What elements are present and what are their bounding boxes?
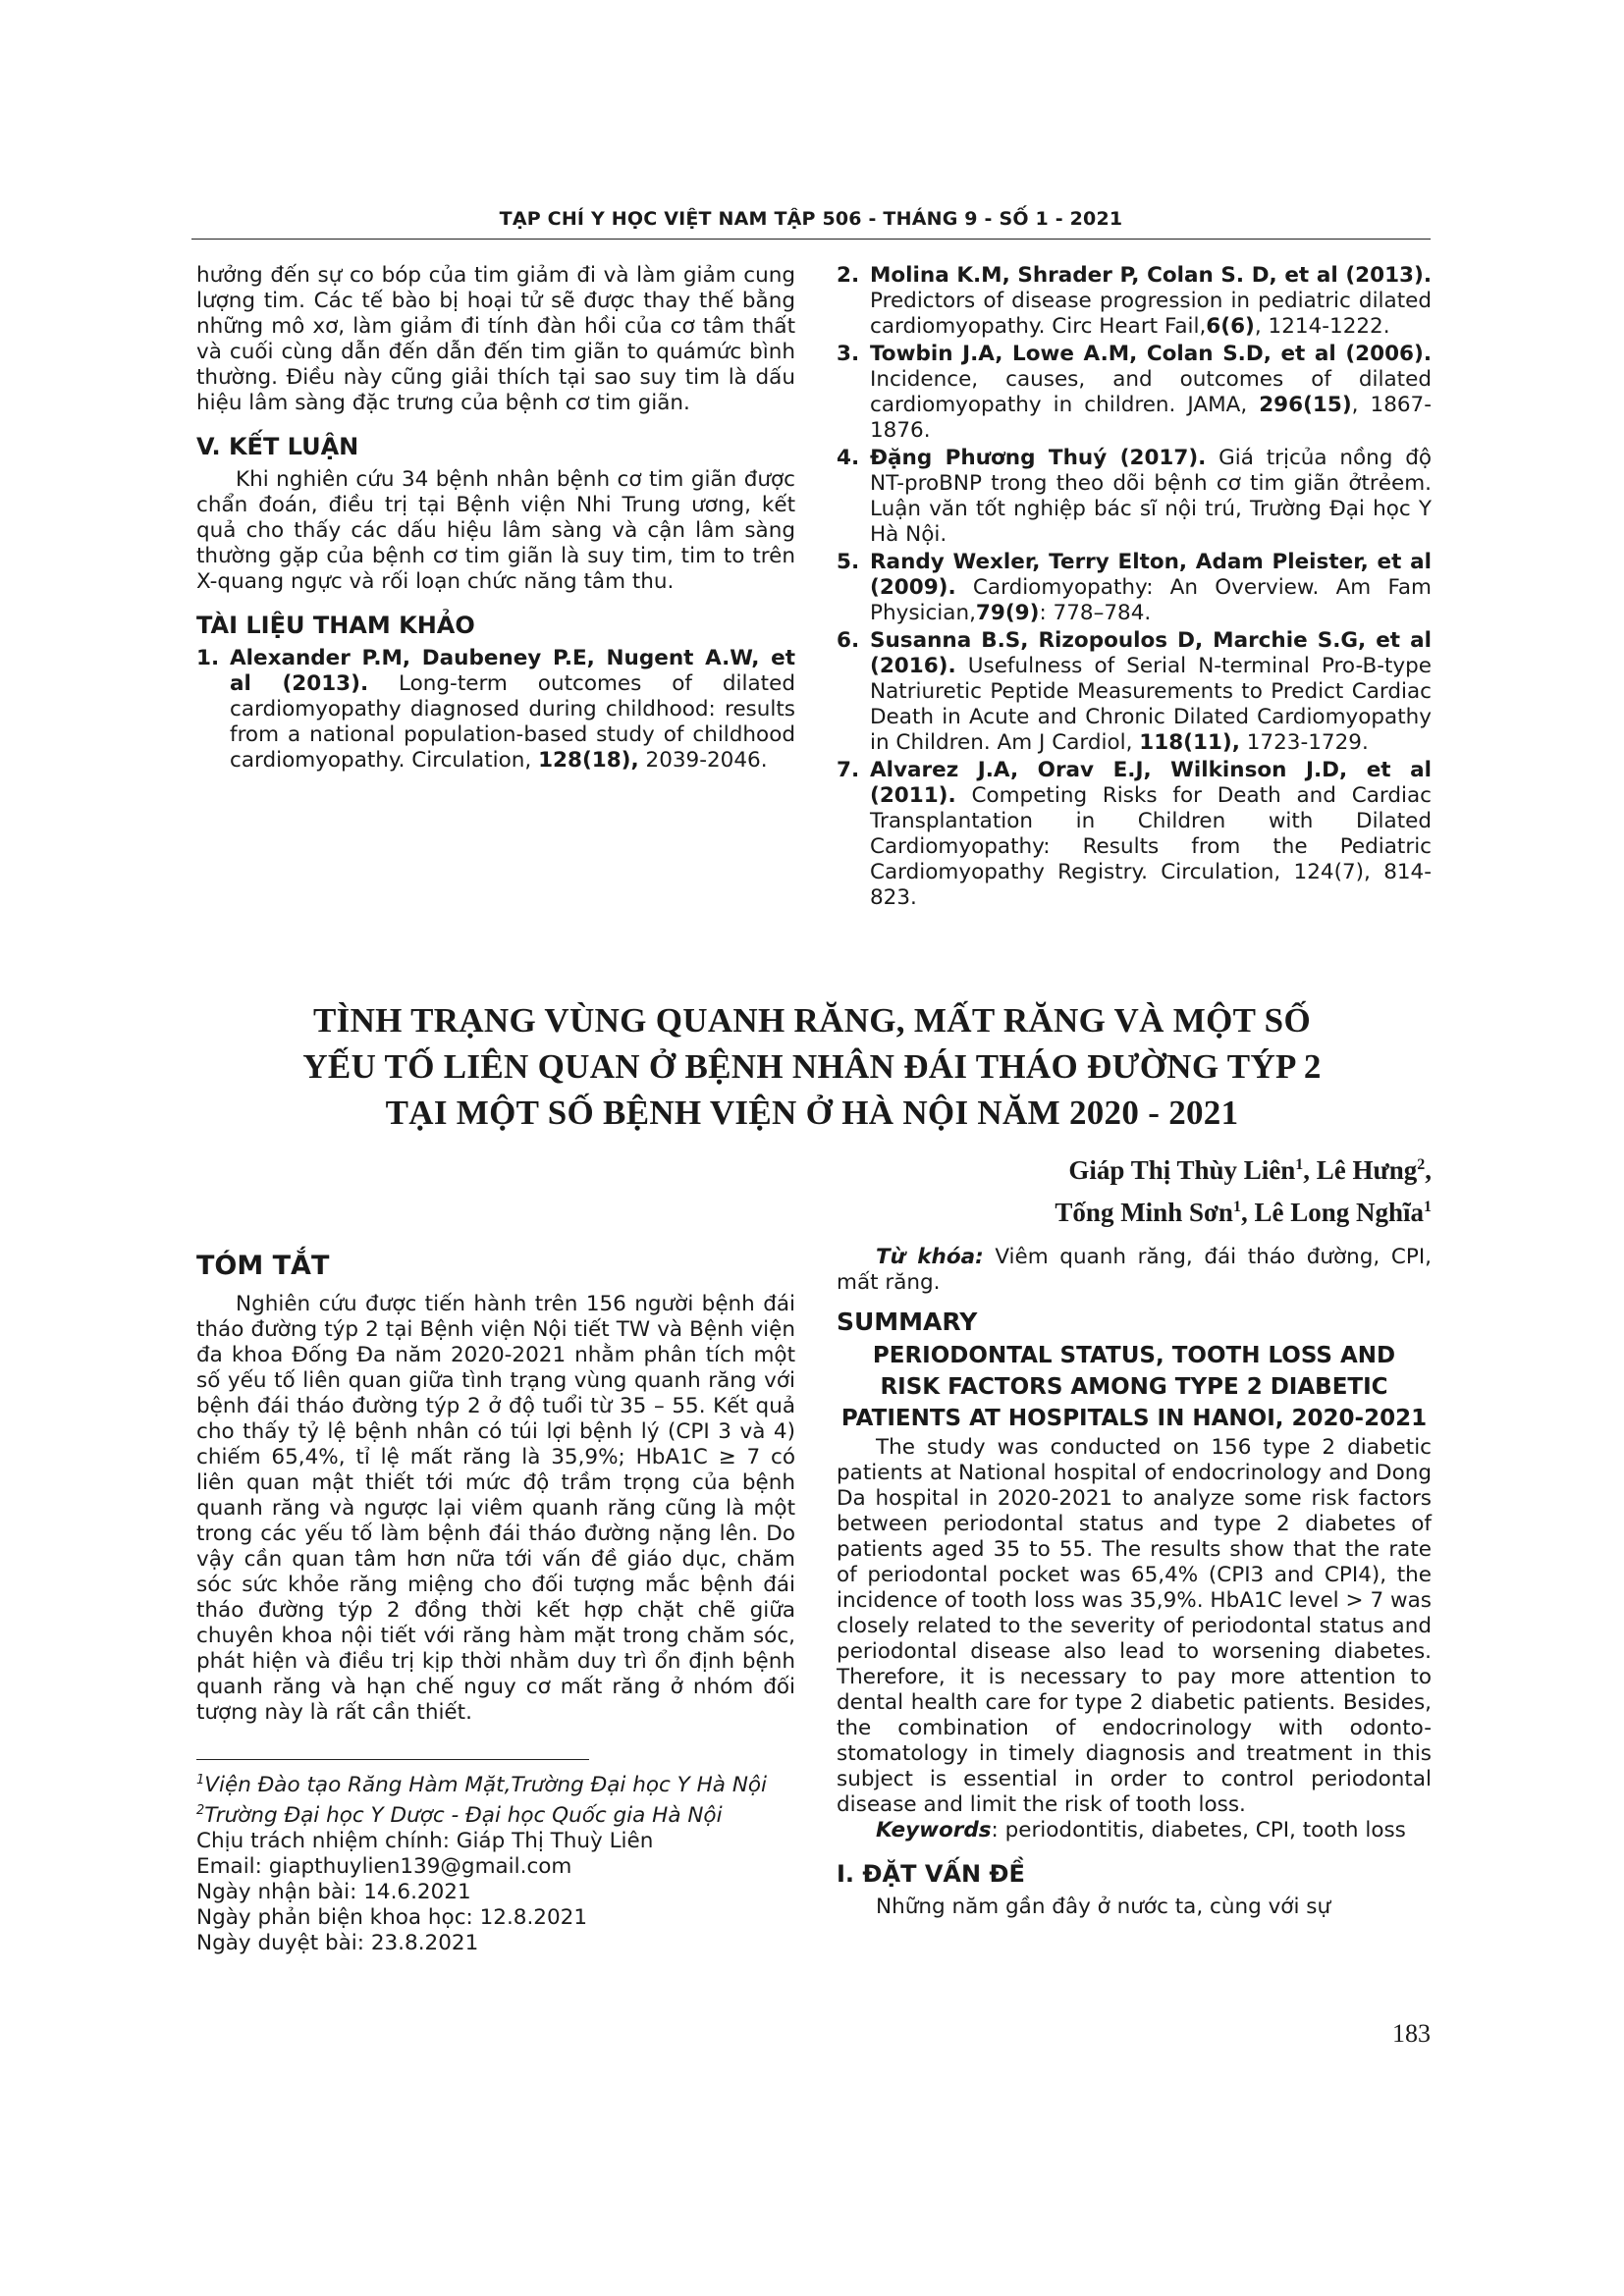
title-line: TẠI MỘT SỐ BỆNH VIỆN Ở HÀ NỘI NĂM 2020 - 2021 <box>385 1094 1239 1132</box>
footnote-affiliation-1 <box>196 1768 795 1798</box>
footnote-email: Email: giapthuylien139@gmail.com <box>196 1854 572 1880</box>
running-header: TẠP CHÍ Y HỌC VIỆT NAM TẬP 506 - THÁNG 9 - SỐ 1 - 2021 <box>499 208 1123 230</box>
reference-item <box>837 550 1432 626</box>
summary-title-line: RISK FACTORS AMONG TYPE 2 DIABETIC <box>880 1374 1388 1400</box>
author-separator: , <box>1425 1155 1432 1185</box>
keywords-label: Keywords <box>876 1818 992 1842</box>
authors-line <box>1055 1147 1432 1189</box>
continuation-paragraph: hưởng đến sự co bóp của tim giảm đi và làm giảm cung lượng tim. Các tế bào bị hoại tử sẽ được thay thế bằng những mô xơ, làm giảm đi tính đàn hồi của cơ tâm thất và cuối cùng dẫn đến dẫn đến tim giãn to quámức bình thường. Điều này cũng giải thích tại sao suy tim là dấu hiệu lâm sàng đặc trưng của bệnh cơ tim giãn. <box>196 263 795 415</box>
reference-pages: , 1214-1222. <box>1254 314 1390 339</box>
reference-text: Usefulness of Serial N-terminal Pro-B-type Natriuretic Peptide Measurements to Predict Cardiac Death in Acute and Chronic Dilated Cardiomyopathy in Children. Am J Cardiol, <box>870 654 1432 755</box>
reference-number: 3. <box>837 342 860 366</box>
author-name: Lê Hưng <box>1316 1155 1418 1185</box>
reference-text: Predictors of disease progression in pediatric dilated cardiomyopathy. Circ Heart Fail, <box>870 289 1432 339</box>
reference-number: 4. <box>837 446 860 470</box>
intro-paragraph: Những năm gần đây ở nước ta, cùng với sự <box>876 1895 1331 1919</box>
prev-article-left-column <box>196 263 795 774</box>
footnote-accepted: Ngày duyệt bài: 23.8.2021 <box>196 1931 479 1956</box>
references-list-right <box>837 263 1432 911</box>
reference-volume: 79(9) <box>975 601 1040 625</box>
reference-text: Giá trịcủa nồng độ NT-proBNP trong theo dõi bệnh cơ tim giãn ởtrẻem. Luận văn tốt nghiệp bác sĩ nội trú, Trường Đại học Y Hà Nội. <box>870 446 1432 547</box>
reference-authors: Molina K.M, Shrader P, Colan S. D, et al (2013). <box>870 263 1432 288</box>
summary-paragraph: The study was conducted on 156 type 2 diabetic patients at National hospital of endocrinology and Dong Da hospital in 2020-2021 to analyze some risk factors between periodontal status and type 2 diabetes of patients aged 35 to 55. The results show that the rate of periodontal pocket was 65,4% (CPI3 and CPI4), the incidence of tooth loss was 35,9%. HbA1C level > 7 was closely related to the severity of periodontal status and periodontal disease also lead to worsening diabetes. Therefore, it is necessary to pay more attention to dental health care for type 2 diabetic patients. Besides, the combination of endocrinology with odonto-stomatology in timely diagnosis and treatment in this subject is essential in order to control periodontal disease and limit the risk of tooth loss. <box>837 1435 1432 1817</box>
reference-item <box>837 342 1432 444</box>
conclusion-heading: V. KẾT LUẬN <box>196 433 359 460</box>
reference-authors: Alvarez J.A, Orav E.J, Wilkinson J.D, et al (2011). <box>870 758 1432 808</box>
reference-number: 1. <box>196 646 220 670</box>
reference-text: Competing Risks for Death and Cardiac Transplantation in Children with Dilated Cardiomyopathy: Results from the Pediatric Cardiomyopathy Registry. Circulation, 124(7), 814-823. <box>870 783 1432 910</box>
conclusion-paragraph: Khi nghiên cứu 34 bệnh nhân bệnh cơ tim giãn được chẩn đoán, điều trị tại Bệnh viện Nhi Trung ương, kết quả cho thấy các dấu hiệu lâm sàng và cận lâm sàng thường gặp của bệnh cơ tim giãn là suy tim, tim to trên X-quang ngực và rối loạn chức năng tâm thu. <box>196 467 795 594</box>
reference-text: Cardiomyopathy: An Overview. Am Fam Physician, <box>870 575 1432 625</box>
author-affiliation-sup: 2 <box>1417 1156 1426 1173</box>
author-name: Tống Minh Sơn <box>1055 1198 1233 1227</box>
reference-pages: 1723-1729. <box>1239 730 1369 755</box>
author-affiliation-sup: 1 <box>1232 1199 1241 1215</box>
page-number: 183 <box>1392 2019 1431 2048</box>
keywords-text: : periodontitis, diabetes, CPI, tooth loss <box>991 1818 1406 1842</box>
reference-authors: Đặng Phương Thuý (2017). <box>870 446 1207 470</box>
summary-title-line: PATIENTS AT HOSPITALS IN HANOI, 2020-2021 <box>840 1406 1428 1431</box>
tukhoa-label: Từ khóa: <box>876 1245 984 1269</box>
footnote-reviewed: Ngày phản biện khoa học: 12.8.2021 <box>196 1905 588 1931</box>
reference-item <box>837 628 1432 756</box>
reference-pages: : 778–784. <box>1039 601 1152 625</box>
author-separator: , <box>1240 1198 1255 1227</box>
tukhoa-text: Viêm quanh răng, đái tháo đường, CPI, mất răng. <box>837 1245 1432 1295</box>
reference-number: 5. <box>837 550 860 574</box>
author-separator: , <box>1303 1155 1317 1185</box>
footnote-text: Viện Đào tạo Răng Hàm Mặt,Trường Đại học Y Hà Nội <box>204 1773 768 1798</box>
reference-authors: Susanna B.S, Rizopoulos D, Marchie S.G, et al (2016). <box>870 628 1432 678</box>
abstract-right-column <box>837 1245 1432 1920</box>
references-heading: TÀI LIỆU THAM KHẢO <box>196 612 475 639</box>
footnote-responsible: Chịu trách nhiệm chính: Giáp Thị Thuỳ Liên <box>196 1829 654 1854</box>
reference-item <box>837 758 1432 911</box>
author-affiliation-sup: 1 <box>1295 1156 1304 1173</box>
reference-volume: 6(6) <box>1206 314 1255 339</box>
reference-item <box>837 446 1432 548</box>
author-name: Giáp Thị Thùy Liên <box>1068 1155 1296 1185</box>
author-affiliation-sup: 1 <box>1424 1199 1432 1215</box>
authors <box>1055 1147 1432 1231</box>
footnote-text: Trường Đại học Y Dược - Đại học Quốc gia Hà Nội <box>204 1803 723 1829</box>
prev-article-right-column <box>837 263 1432 911</box>
footnote-received: Ngày nhận bài: 14.6.2021 <box>196 1880 471 1905</box>
reference-item <box>837 263 1432 340</box>
tomtat-paragraph: Nghiên cứu được tiến hành trên 156 người bệnh đái tháo đường týp 2 tại Bệnh viện Nội tiết TW và Bệnh viện đa khoa Đống Đa năm 2020-2021 nhằm phân tích một số yếu tố liên quan giữa tình trạng vùng quanh răng với bệnh đái tháo đường týp 2 ở độ tuổi từ 35 – 55. Kết quả cho thấy tỷ lệ bệnh nhân có túi lợi bệnh lý (CPI 3 và 4) chiếm 65,4%, tỉ lệ mất răng là 35,9%; HbA1C ≥ 7 có liên quan mật thiết tới mức độ trầm trọng của bệnh quanh răng và ngược lại viêm quanh răng cũng là một trong các yếu tố làm bệnh đái tháo đường nặng lên. Do vậy cần quan tâm hơn nữa tới vấn đề giáo dục, chăm sóc sức khỏe răng miệng cho đối tượng mắc bệnh đái tháo đường týp 2 đồng thời kết hợp chặt chẽ giữa chuyên khoa nội tiết với răng hàm mặt trong chăm sóc, phát hiện và điều trị kịp thời nhằm duy trì ổn định bệnh quanh răng và hạn chế nguy cơ mất răng ở nhóm đối tượng này là rất cần thiết. <box>196 1292 795 1725</box>
tomtat-heading: TÓM TẮT <box>196 1251 330 1281</box>
reference-authors: Randy Wexler, Terry Elton, Adam Pleister, et al (2009). <box>870 550 1432 600</box>
reference-pages: , 1867-1876. <box>870 393 1432 443</box>
keywords-paragraph <box>837 1818 1432 1843</box>
authors-line <box>1055 1189 1432 1231</box>
references-list-left <box>196 646 795 774</box>
abstract-left-column <box>196 1245 795 1956</box>
intro-heading: I. ĐẶT VẤN ĐỀ <box>837 1860 1025 1888</box>
title-line: YẾU TỐ LIÊN QUAN Ở BỆNH NHÂN ĐÁI THÁO ĐƯỜNG TÝP 2 <box>302 1047 1322 1086</box>
summary-title-line: PERIODONTAL STATUS, TOOTH LOSS AND <box>872 1343 1396 1368</box>
footnote-sup: 1 <box>196 1773 205 1788</box>
summary-heading: SUMMARY <box>837 1308 978 1336</box>
tukhoa-paragraph <box>837 1245 1432 1296</box>
reference-volume: 128(18), <box>538 748 639 773</box>
footnote-affiliation-2 <box>196 1798 795 1829</box>
reference-text: Incidence, causes, and outcomes of dilated cardiomyopathy in children. JAMA, <box>870 367 1432 417</box>
footnote-sup: 2 <box>196 1803 205 1819</box>
reference-number: 7. <box>837 758 860 782</box>
reference-authors: Alexander P.M, Daubeney P.E, Nugent A.W, et al (2013). <box>230 646 795 696</box>
reference-text: Long-term outcomes of dilated cardiomyopathy diagnosed during childhood: results from a national population-based study of childhood cardiomyopathy. Circulation, <box>230 671 795 773</box>
reference-number: 2. <box>837 263 860 288</box>
reference-number: 6. <box>837 628 860 653</box>
article-title <box>157 997 1467 1136</box>
footnote-rule <box>196 1759 589 1760</box>
reference-volume: 296(15) <box>1259 393 1352 417</box>
reference-item <box>196 646 795 774</box>
reference-volume: 118(11), <box>1139 730 1240 755</box>
author-name: Lê Long Nghĩa <box>1254 1198 1424 1227</box>
reference-pages: 2039-2046. <box>638 748 768 773</box>
title-line: TÌNH TRẠNG VÙNG QUANH RĂNG, MẤT RĂNG VÀ MỘT SỐ <box>313 1001 1311 1040</box>
header-rule <box>191 239 1431 240</box>
reference-authors: Towbin J.A, Lowe A.M, Colan S.D, et al (2006). <box>870 342 1432 366</box>
